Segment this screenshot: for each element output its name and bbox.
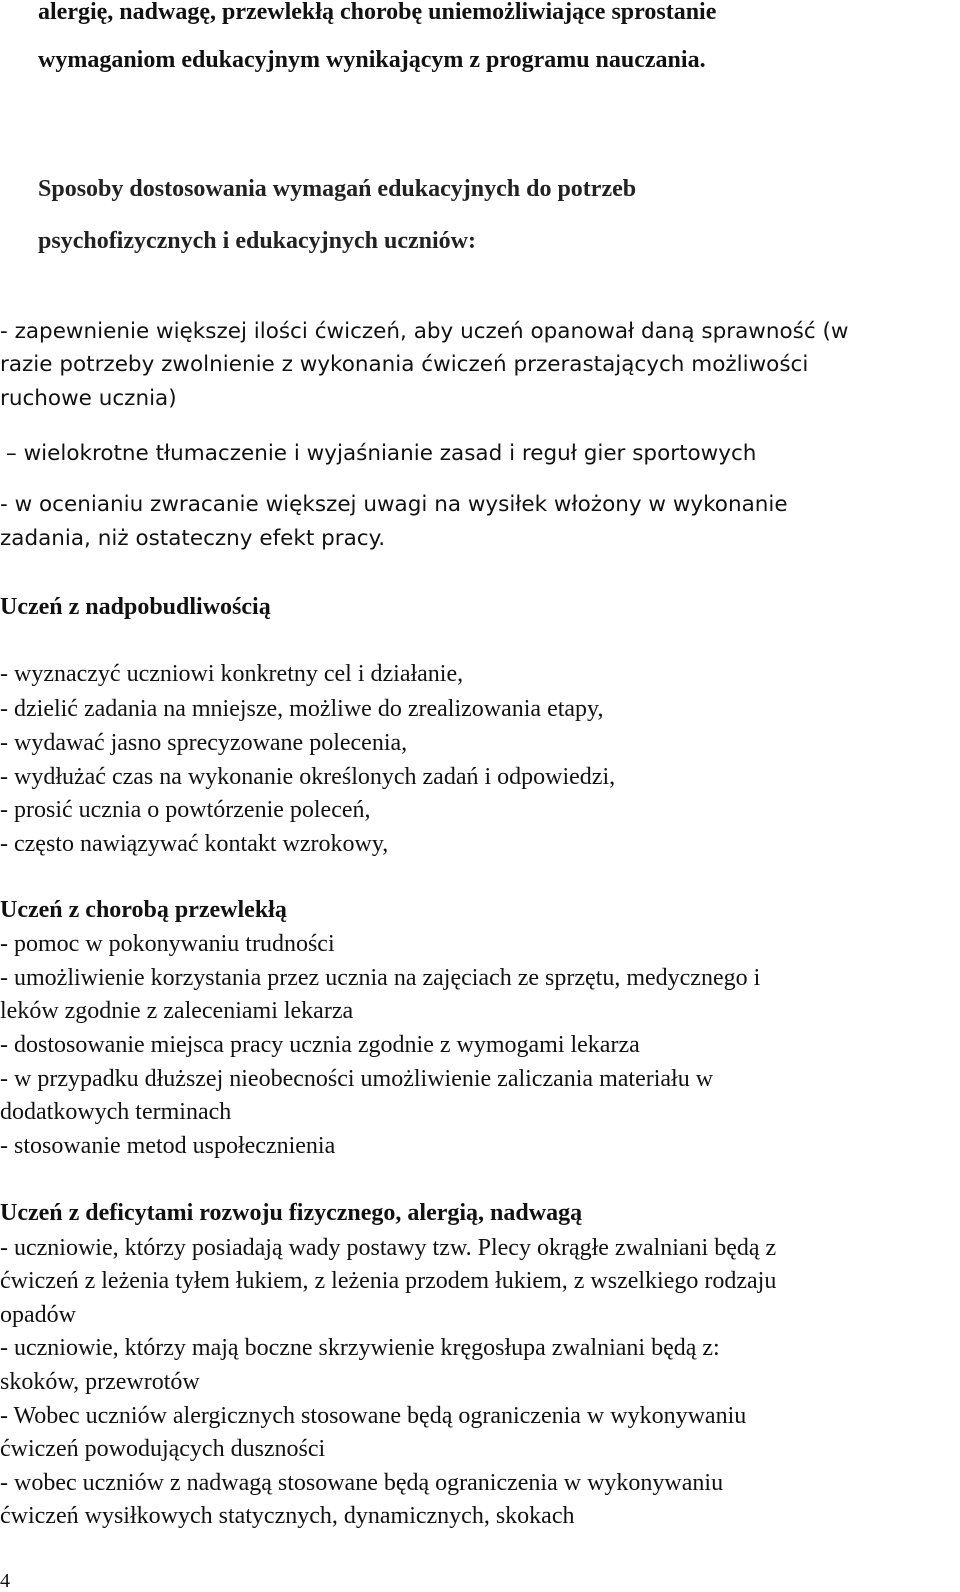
chronic-line-2: - umożliwienie korzystania przez ucznia na zajęciach ze sprzętu, medycznego i [0, 965, 761, 991]
hyperactive-item-1: - wyznaczyć uczniowi konkretny cel i działanie, [0, 661, 464, 687]
general-item-2: – wielokrotne tłumaczenie i wyjaśnianie zasad i reguł gier sportowych [6, 441, 757, 466]
chronic-line-7: - stosowanie metod uspołecznienia [0, 1133, 336, 1159]
general-item-1-line-1: - zapewnienie większej ilości ćwiczeń, aby uczeń opanował daną sprawność (w [0, 319, 849, 344]
chronic-line-4: - dostosowanie miejsca pracy ucznia zgodnie z wymogami lekarza [0, 1032, 640, 1058]
chronic-line-3: leków zgodnie z zaleceniami lekarza [0, 998, 354, 1024]
deficits-line-1: - uczniowie, którzy posiadają wady postawy tzw. Plecy okrągłe zwalniani będą z [0, 1235, 777, 1261]
general-item-1-line-3: ruchowe ucznia) [0, 386, 177, 411]
chronic-line-5: - w przypadku dłuższej nieobecności umożliwienie zaliczania materiału w [0, 1066, 714, 1092]
section-heading-hyperactive: Uczeń z nadpobudliwością [0, 594, 271, 620]
chronic-line-6: dodatkowych terminach [0, 1099, 232, 1125]
section-heading-general-2: psychofizycznych i edukacyjnych uczniów: [38, 228, 476, 254]
deficits-line-5: skoków, przewrotów [0, 1369, 200, 1395]
deficits-line-8: - wobec uczniów z nadwagą stosowane będą ograniczenia w wykonywaniu [0, 1470, 724, 1496]
hyperactive-item-3: - wydawać jasno sprecyzowane polecenia, [0, 730, 408, 756]
section-heading-chronic: Uczeń z chorobą przewlekłą [0, 897, 287, 923]
intro-line-1: alergię, nadwagę, przewlekłą chorobę uniemożliwiające sprostanie [38, 0, 717, 25]
hyperactive-item-2: - dzielić zadania na mniejsze, możliwe do zrealizowania etapy, [0, 696, 604, 722]
hyperactive-item-6: - często nawiązywać kontakt wzrokowy, [0, 831, 389, 857]
deficits-line-6: - Wobec uczniów alergicznych stosowane będą ograniczenia w wykonywaniu [0, 1403, 747, 1429]
intro-line-2: wymaganiom edukacyjnym wynikającym z programu nauczania. [38, 47, 706, 73]
chronic-line-1: - pomoc w pokonywaniu trudności [0, 931, 335, 957]
section-heading-deficits: Uczeń z deficytami rozwoju fizycznego, alergią, nadwagą [0, 1200, 583, 1226]
general-item-1-line-2: razie potrzeby zwolnienie z wykonania ćwiczeń przerastających możliwości [0, 352, 809, 377]
page-number: 4 [0, 1570, 10, 1592]
hyperactive-item-5: - prosić ucznia o powtórzenie poleceń, [0, 797, 371, 823]
section-heading-general-1: Sposoby dostosowania wymagań edukacyjnych do potrzeb [38, 176, 637, 202]
deficits-line-9: ćwiczeń wysiłkowych statycznych, dynamicznych, skokach [0, 1503, 575, 1529]
deficits-line-2: ćwiczeń z leżenia tyłem łukiem, z leżenia przodem łukiem, z wszelkiego rodzaju [0, 1268, 777, 1294]
deficits-line-3: opadów [0, 1302, 76, 1328]
general-item-3-line-1: - w ocenianiu zwracanie większej uwagi na wysiłek włożony w wykonanie [0, 492, 788, 517]
deficits-line-7: ćwiczeń powodujących duszności [0, 1436, 326, 1462]
hyperactive-item-4: - wydłużać czas na wykonanie określonych zadań i odpowiedzi, [0, 764, 616, 790]
general-item-3-line-2: zadania, niż ostateczny efekt pracy. [0, 526, 386, 551]
deficits-line-4: - uczniowie, którzy mają boczne skrzywienie kręgosłupa zwalniani będą z: [0, 1335, 720, 1361]
